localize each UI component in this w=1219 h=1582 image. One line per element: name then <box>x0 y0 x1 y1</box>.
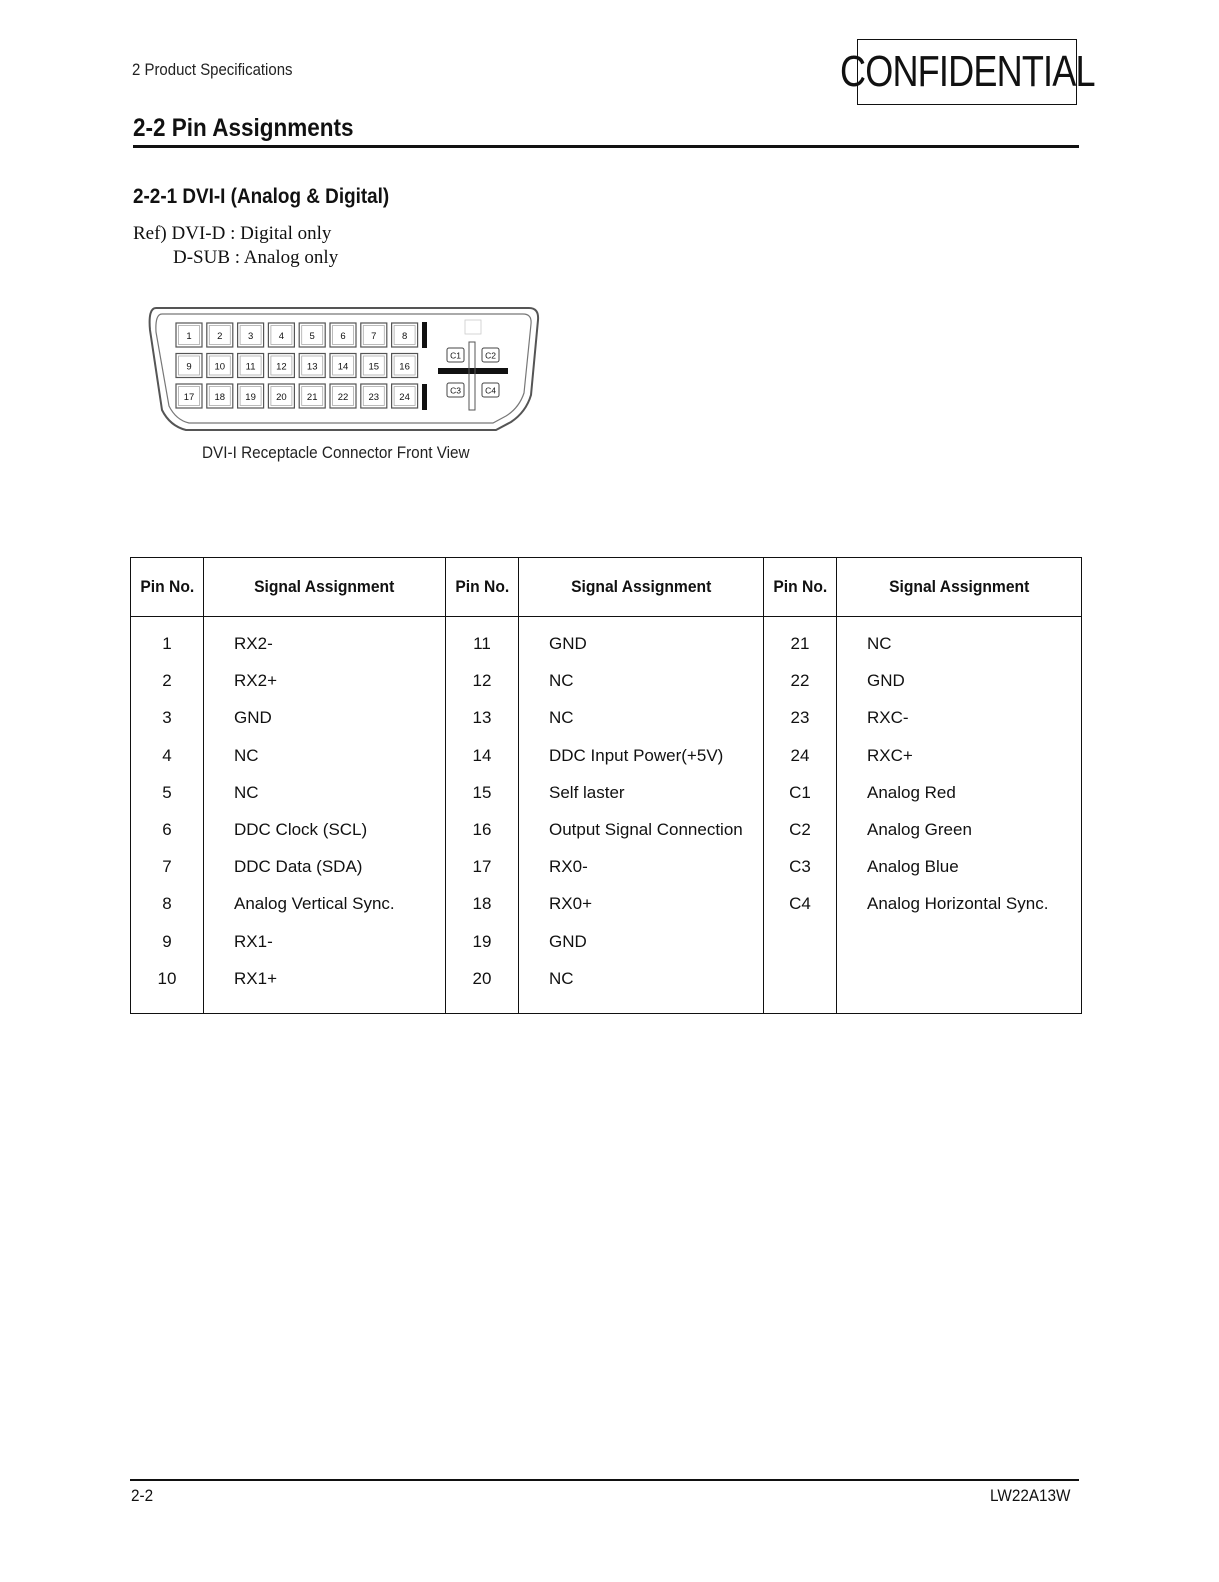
pin-number: 24 <box>790 745 810 765</box>
signal-name: Analog Red <box>867 782 956 802</box>
signal-name: DDC Data (SDA) <box>234 857 363 877</box>
pin-number: 3 <box>162 708 172 728</box>
signal-column-1 <box>204 617 446 1014</box>
signal-name: GND <box>867 671 905 691</box>
signal-name: NC <box>549 671 574 691</box>
connector-pin <box>392 354 418 378</box>
pin-column-3 <box>764 617 837 1014</box>
footer-divider <box>130 1479 1079 1481</box>
pin-number: 19 <box>472 931 492 951</box>
pin-number: 10 <box>157 968 177 988</box>
svg-text:19: 19 <box>245 392 256 403</box>
header-signal: Signal Assignment <box>204 558 446 617</box>
svg-text:10: 10 <box>214 361 226 373</box>
signal-name: Analog Vertical Sync. <box>234 894 395 914</box>
analog-pin <box>482 348 499 362</box>
connector-pin <box>207 384 233 408</box>
footer-model: LW22A13W <box>990 1486 1071 1505</box>
analog-pin <box>447 348 464 362</box>
pin-number: C1 <box>789 782 811 802</box>
pin-number: 2 <box>162 671 172 691</box>
header-pin-no: Pin No. <box>764 558 837 617</box>
pin-number: 18 <box>472 894 492 914</box>
signal-name: RX1- <box>234 931 273 951</box>
svg-text:17: 17 <box>183 392 195 403</box>
section-title: 2-2 Pin Assignments <box>133 114 354 142</box>
footer-page-number: 2-2 <box>131 1486 154 1505</box>
pin-number: 1 <box>162 634 172 653</box>
pin-number: 22 <box>790 671 810 691</box>
svg-text:1: 1 <box>186 331 192 342</box>
connector-pin <box>207 323 233 347</box>
pin-number: 14 <box>472 745 492 765</box>
section-divider <box>133 145 1079 148</box>
connector-pin <box>392 384 418 408</box>
svg-text:2: 2 <box>217 331 223 342</box>
svg-text:14: 14 <box>337 361 349 373</box>
table-body-row <box>131 617 1082 1014</box>
connector-pin <box>176 354 202 378</box>
svg-text:18: 18 <box>214 392 226 403</box>
pin-number: 6 <box>162 819 172 839</box>
connector-pin <box>268 384 294 408</box>
pin-number: 21 <box>790 634 810 653</box>
table-header-row <box>131 558 1082 617</box>
svg-text:C3: C3 <box>450 385 461 396</box>
svg-text:16: 16 <box>399 361 410 373</box>
pin-number: 17 <box>472 857 492 877</box>
analog-top-slot <box>465 320 481 334</box>
svg-text:20: 20 <box>276 392 287 403</box>
dvi-connector-diagram <box>146 300 546 440</box>
pin-number: 7 <box>162 857 172 877</box>
header-signal: Signal Assignment <box>519 558 764 617</box>
pin-number: 4 <box>162 745 172 765</box>
connector-pin <box>238 354 264 378</box>
connector-pin <box>268 323 294 347</box>
pin-number: 16 <box>472 819 492 839</box>
pin-number: 5 <box>162 782 172 802</box>
connector-pin <box>176 384 202 408</box>
pin-number: 20 <box>472 968 492 988</box>
connector-pin <box>330 354 356 378</box>
svg-text:12: 12 <box>276 361 287 373</box>
connector-pin <box>361 384 387 408</box>
pin-number: 9 <box>162 931 172 951</box>
svg-text:11: 11 <box>245 361 256 373</box>
svg-text:6: 6 <box>340 331 346 342</box>
svg-text:22: 22 <box>337 392 349 403</box>
pin-column-1 <box>131 617 204 1014</box>
signal-name: NC <box>549 708 574 728</box>
confidential-stamp <box>839 39 1095 105</box>
signal-name: RXC- <box>867 708 909 728</box>
signal-name: Analog Green <box>867 819 972 839</box>
svg-text:5: 5 <box>309 331 315 342</box>
svg-text:C2: C2 <box>485 350 496 361</box>
key-bar-bottom <box>422 384 427 410</box>
pin-number: 15 <box>472 782 492 802</box>
reference-line-2: D-SUB : Analog only <box>173 247 339 268</box>
svg-text:4: 4 <box>278 331 285 342</box>
analog-pin <box>447 383 464 397</box>
chapter-header: 2 Product Specifications <box>132 60 293 79</box>
analog-pin <box>482 383 499 397</box>
confidential-label: CONFIDENTIAL <box>839 47 1095 96</box>
signal-name: Self laster <box>549 782 625 802</box>
svg-text:7: 7 <box>371 331 377 342</box>
connector-pin <box>361 354 387 378</box>
connector-pin <box>238 323 264 347</box>
pin-number: 11 <box>473 634 491 653</box>
connector-pin <box>238 384 264 408</box>
digital-pin-grid <box>176 323 418 408</box>
signal-name: DDC Clock (SCL) <box>234 819 368 839</box>
connector-pin <box>299 354 325 378</box>
svg-text:8: 8 <box>401 331 408 342</box>
analog-center-post <box>469 342 475 410</box>
connector-pin <box>268 354 294 378</box>
pin-column-2 <box>446 617 519 1014</box>
signal-name: NC <box>234 782 259 802</box>
analog-ground-blade <box>438 368 508 374</box>
signal-name: DDC Input Power(+5V) <box>549 745 724 765</box>
svg-text:C1: C1 <box>450 350 461 361</box>
connector-pin <box>176 323 202 347</box>
signal-name: RXC+ <box>867 745 913 765</box>
signal-name: GND <box>549 931 587 951</box>
pin-assignment-table <box>130 557 1082 1014</box>
connector-pin <box>299 384 325 408</box>
pin-number: C3 <box>789 857 811 877</box>
header-pin-no: Pin No. <box>446 558 519 617</box>
signal-column-2 <box>519 617 764 1014</box>
pin-number: C2 <box>789 819 811 839</box>
header-signal: Signal Assignment <box>837 558 1082 617</box>
signal-name: RX1+ <box>234 968 277 988</box>
svg-text:15: 15 <box>368 361 380 373</box>
pin-number: 13 <box>472 708 492 728</box>
signal-name: RX2- <box>234 634 273 653</box>
signal-name: GND <box>549 634 587 653</box>
connector-pin <box>361 323 387 347</box>
signal-name: RX2+ <box>234 671 277 691</box>
pin-number: 23 <box>790 708 810 728</box>
pin-number: C4 <box>789 894 811 914</box>
signal-name: GND <box>234 708 272 728</box>
pin-number: 8 <box>162 894 172 914</box>
signal-name: Output Signal Connection <box>549 819 743 839</box>
signal-column-3 <box>837 617 1082 1014</box>
svg-text:24: 24 <box>399 392 410 403</box>
pin-number: 12 <box>472 671 492 691</box>
connector-caption: DVI-I Receptacle Connector Front View <box>202 443 470 462</box>
svg-text:3: 3 <box>247 331 254 342</box>
svg-text:13: 13 <box>306 361 318 373</box>
connector-pin <box>207 354 233 378</box>
svg-text:21: 21 <box>306 392 318 403</box>
reference-line-1: Ref) DVI-D : Digital only <box>133 223 332 244</box>
svg-text:23: 23 <box>368 392 380 403</box>
signal-name: NC <box>867 634 892 653</box>
connector-pin <box>392 323 418 347</box>
subsection-title: 2-2-1 DVI-I (Analog & Digital) <box>133 185 390 208</box>
header-pin-no: Pin No. <box>131 558 204 617</box>
signal-name: NC <box>549 968 574 988</box>
signal-name: RX0+ <box>549 894 592 914</box>
signal-name: NC <box>234 745 259 765</box>
svg-text:9: 9 <box>186 361 192 373</box>
connector-pin <box>330 384 356 408</box>
connector-pin <box>299 323 325 347</box>
signal-name: RX0- <box>549 857 588 877</box>
signal-name: Analog Blue <box>867 857 959 877</box>
connector-pin <box>330 323 356 347</box>
signal-name: Analog Horizontal Sync. <box>867 894 1049 914</box>
svg-text:C4: C4 <box>485 385 496 396</box>
key-bar-top <box>422 322 427 348</box>
